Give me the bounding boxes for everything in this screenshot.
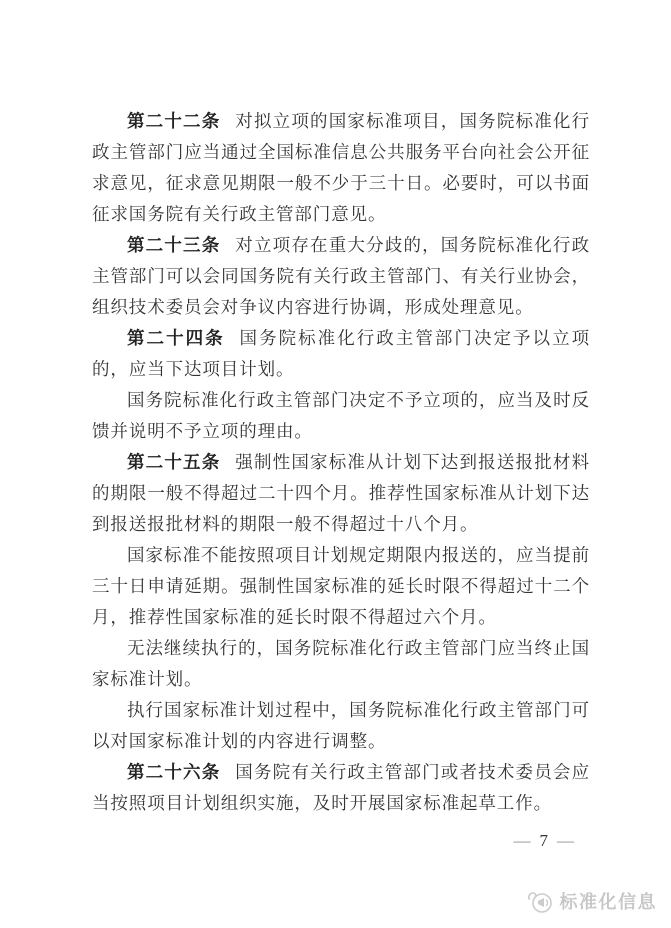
article-paragraph bbox=[92, 633, 590, 695]
article-text: 对拟立项的国家标准项目，国务院标准化行政主管部门应当通过全国标准信息公共服务平台向社会公开征求意见，征求意见期限一般不少于三十日。必要时，可以书面征求国务院有关行政主管部门意见。 bbox=[92, 111, 590, 224]
article-text: 无法继续执行的，国务院标准化行政主管部门应当终止国家标准计划。 bbox=[92, 638, 590, 689]
article-number: 第二十三条 bbox=[127, 235, 221, 255]
page-number-value: 7 bbox=[539, 831, 548, 850]
article-number: 第二十四条 bbox=[127, 328, 225, 348]
watermark-label: 标准化信息 bbox=[559, 892, 657, 912]
article-text: 国务院有关行政主管部门或者技术委员会应当按照项目计划组织实施，及时开展国家标准起草工作。 bbox=[92, 762, 590, 813]
article-paragraph bbox=[92, 540, 590, 633]
article-paragraph bbox=[92, 757, 590, 819]
article-text: 国务院标准化行政主管部门决定予以立项的，应当下达项目计划。 bbox=[92, 328, 591, 379]
article-number: 第二十五条 bbox=[127, 452, 221, 472]
article-text: 强制性国家标准从计划下达到报送报批材料的期限一般不得超过二十四个月。推荐性国家标准从计划下达到报送报批材料的期限一般不得超过十八个月。 bbox=[92, 452, 590, 534]
document-body bbox=[92, 106, 590, 819]
page-number-dash-left: — bbox=[513, 831, 531, 850]
article-text: 对立项存在重大分歧的，国务院标准化行政主管部门可以会同国务院有关行政主管部门、有关行业协会，组织技术委员会对争议内容进行协调，形成处理意见。 bbox=[92, 235, 590, 317]
article-paragraph bbox=[92, 695, 590, 757]
article-paragraph bbox=[92, 323, 590, 385]
article-text: 国务院标准化行政主管部门决定不予立项的，应当及时反馈并说明不予立项的理由。 bbox=[92, 390, 590, 441]
article-text: 执行国家标准计划过程中，国务院标准化行政主管部门可以对国家标准计划的内容进行调整。 bbox=[92, 700, 590, 751]
article-paragraph bbox=[92, 447, 590, 540]
article-text: 国家标准不能按照项目计划规定期限内报送的，应当提前三十日申请延期。强制性国家标准的延长时限不得超过十二个月，推荐性国家标准的延长时限不得超过六个月。 bbox=[92, 545, 590, 627]
article-number: 第二十二条 bbox=[127, 111, 221, 131]
watermark bbox=[525, 888, 658, 916]
article-paragraph bbox=[92, 385, 590, 447]
page-number bbox=[92, 830, 590, 852]
page-number-dash-right: — bbox=[557, 831, 574, 850]
article-number: 第二十六条 bbox=[127, 762, 221, 782]
megaphone-icon bbox=[525, 888, 555, 916]
article-paragraph bbox=[92, 230, 590, 323]
article-paragraph bbox=[92, 106, 590, 230]
